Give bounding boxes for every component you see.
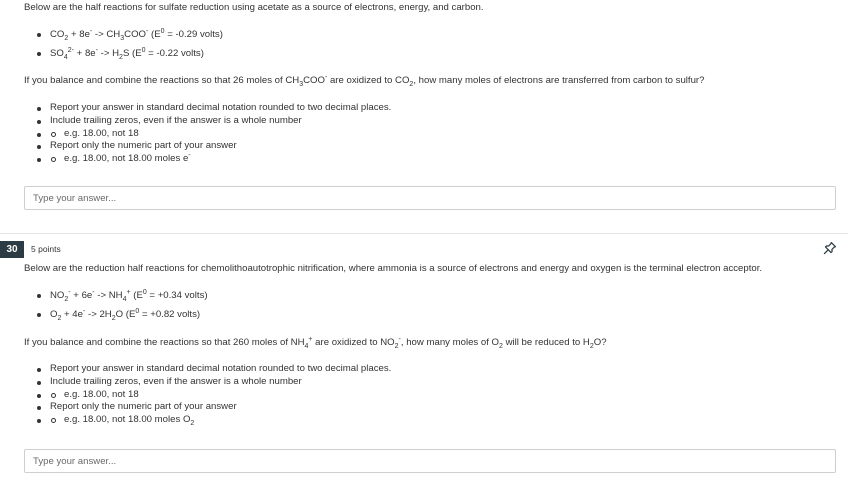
q2-rule-1: Report your answer in standard decimal notation rounded to two decimal places. xyxy=(36,363,391,376)
q1-rule-2-sub xyxy=(36,128,391,141)
q2-question: If you balance and combine the reactions so that 260 moles of $NH_4^+$ are oxidized to $NO_2^-$, how many moles of $O_2$ will be reduced to $H_2O$? xyxy=(24,335,607,350)
q1-rule-2: Include trailing zeros, even if the answer is a whole number xyxy=(36,115,391,128)
q2-reaction-2: $O_2 + 4e^- -> 2H_2O$ ($E^0 = +0.82$ volts) xyxy=(36,305,208,324)
q1-reaction-2: $SO_4^{2-} + 8e^- -> H_2S$ ($E^0 = -0.22$ volts) xyxy=(36,44,223,63)
q1-reaction-list xyxy=(36,25,223,63)
q2-rule-3: Report only the numeric part of your answer xyxy=(36,401,391,414)
q1-rule-2-example: e.g. 18.00, not 18 xyxy=(50,128,391,141)
pin-icon[interactable] xyxy=(823,241,837,255)
q2-rule-3-sub xyxy=(36,414,391,427)
q2-rule-2: Include trailing zeros, even if the answer is a whole number xyxy=(36,376,391,389)
q2-rule-2-example: e.g. 18.00, not 18 xyxy=(50,389,391,402)
question-number: 30 xyxy=(0,241,24,258)
q2-rules xyxy=(36,363,391,427)
q1-rule-3-sub xyxy=(36,153,391,166)
question-divider xyxy=(0,233,848,234)
q1-intro: Below are the half reactions for sulfate reduction using acetate as a source of electrons, energy, and carbon. xyxy=(24,2,484,13)
q1-rule-3: Report only the numeric part of your answer xyxy=(36,140,391,153)
q2-reaction-list xyxy=(36,286,208,324)
q1-question: If you balance and combine the reactions so that 26 moles of $CH_3COO^-$ are oxidized to $CO_2$, how many moles of electrons are transferred from carbon to sulfur? xyxy=(24,73,705,88)
q1-reaction-1: $CO_2 + 8e^- -> CH_3COO^-$ ($E^0 = -0.29$ volts) xyxy=(36,25,223,44)
question-points: 5 points xyxy=(31,244,61,254)
q1-rule-3-example: e.g. 18.00, not 18.00 moles e- xyxy=(50,153,391,166)
q2-intro: Below are the reduction half reactions for chemolithoautotrophic nitrification, where ammonia is a source of electrons and energy and oxygen is the terminal electron acceptor. xyxy=(24,263,763,274)
q1-rules xyxy=(36,102,391,166)
q1-rule-1: Report your answer in standard decimal notation rounded to two decimal places. xyxy=(36,102,391,115)
q1-answer-input[interactable] xyxy=(24,186,836,210)
q2-rule-3-example: e.g. 18.00, not 18.00 moles $O_2$ xyxy=(50,414,391,427)
q2-answer-input[interactable] xyxy=(24,449,836,473)
q2-reaction-1: $NO_2^- + 6e^- -> NH_4^+$ ($E^0 = +0.34$ volts) xyxy=(36,286,208,305)
q2-rule-2-sub xyxy=(36,389,391,402)
